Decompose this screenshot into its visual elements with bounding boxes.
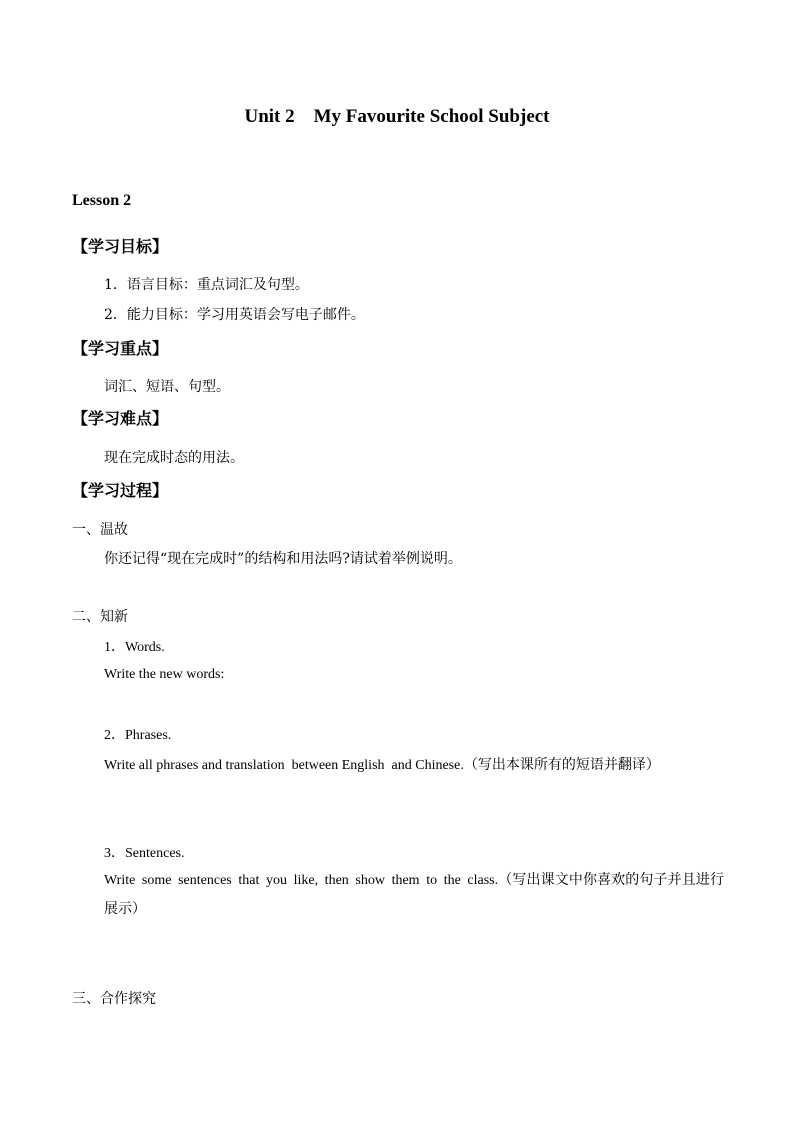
words-instruction: Write the new words: xyxy=(104,667,225,682)
explore-label: 三、合作探究 xyxy=(72,991,156,1007)
phrases-title: 2．Phrases. xyxy=(104,728,172,743)
phrases-instruction-en: Write all phrases and translation between English and Chinese. xyxy=(104,758,464,773)
lesson-label: Lesson 2 xyxy=(72,192,132,209)
difficulties-text: 现在完成时态的用法。 xyxy=(104,450,244,466)
review-text: 你还记得“现在完成时”的结构和用法吗?请试着举例说明。 xyxy=(104,551,462,567)
phrases-instruction xyxy=(104,754,660,774)
words-title: 1．Words. xyxy=(104,640,165,655)
sentences-instruction xyxy=(104,866,724,923)
sentences-instruction-cn: （写出课文中你喜欢的句子并且进行展示） xyxy=(104,872,725,917)
sentences-title: 3．Sentences. xyxy=(104,846,185,861)
goal-item-1: 1．语言目标：重点词汇及句型。 xyxy=(104,277,309,293)
phrases-instruction-cn: （写出本课所有的短语并翻译） xyxy=(463,757,660,773)
key-points-text: 词汇、短语、句型。 xyxy=(104,379,230,395)
review-label: 一、温故 xyxy=(72,522,128,538)
sentences-instruction-en: Write some sentences that you like, then show them to the class. xyxy=(104,873,499,888)
process-heading: 【学习过程】 xyxy=(72,481,169,500)
key-points-heading: 【学习重点】 xyxy=(72,339,169,358)
difficulties-heading: 【学习难点】 xyxy=(72,409,169,428)
page-title: Unit 2 My Favourite School Subject xyxy=(244,106,550,127)
new-label: 二、知新 xyxy=(72,609,128,625)
goals-heading: 【学习目标】 xyxy=(72,237,169,256)
goal-item-2: 2．能力目标：学习用英语会写电子邮件。 xyxy=(104,307,365,323)
